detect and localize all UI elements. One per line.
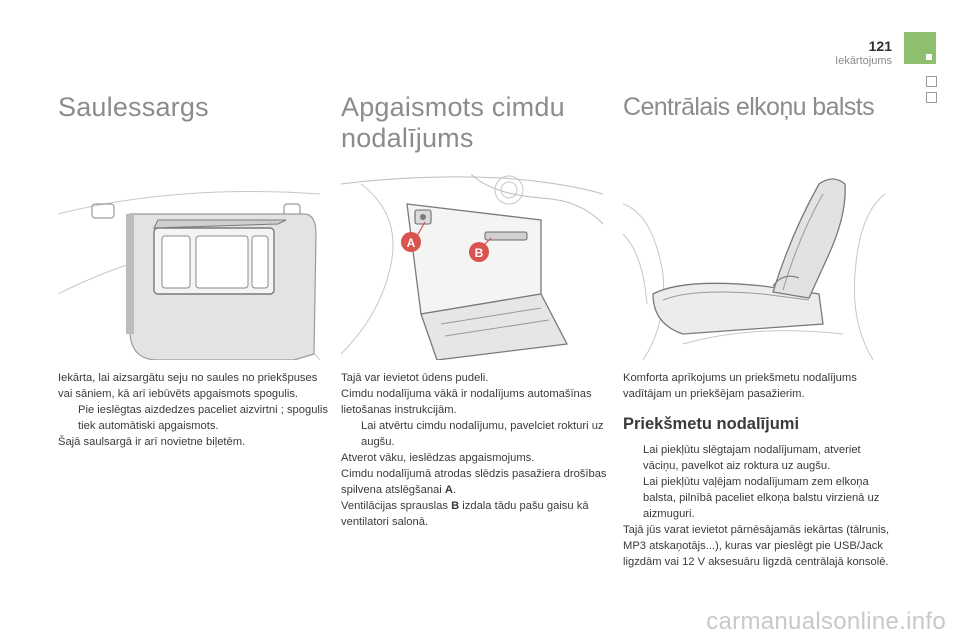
callout-a-label: A xyxy=(406,236,416,250)
chapter-tab-active[interactable] xyxy=(904,32,936,64)
glove-box-text xyxy=(341,370,611,530)
chapter-tab-inactive-2[interactable] xyxy=(926,92,937,103)
section-armrest xyxy=(623,92,890,568)
chapter-tab-inactive-1[interactable] xyxy=(926,76,937,87)
watermark: carmanualsonline.info xyxy=(706,608,946,635)
section-title-glove-box-line-2: nodalījums xyxy=(341,123,474,153)
bullet-icon xyxy=(623,474,643,522)
glove-box-p3: Atverot vāku, ieslēdzas apgaismojums. xyxy=(341,452,535,464)
bullet-icon xyxy=(58,402,78,434)
armrest-text xyxy=(623,370,893,570)
chapter-marker-icon xyxy=(926,54,932,60)
sun-visor-outro: Šajā saulsargā ir arī novietne biļetēm. xyxy=(58,436,246,448)
armrest-bullet-1: Lai piekļūtu slēgtajam nodalījumam, atveriet vāciņu, pavelkot aiz roktura uz augšu. xyxy=(643,444,861,472)
list-item xyxy=(341,418,611,450)
sun-visor-intro: Iekārta, lai aizsargātu seju no saules no priekšpuses vai sāniem, kā arī iebūvēts apgaismots spogulis. xyxy=(58,372,318,400)
armrest-intro: Komforta aprīkojums un priekšmetu nodalījums vadītājam un priekšējam pasažierim. xyxy=(623,372,857,400)
section-title-armrest: Centrālais elkoņu balsts xyxy=(623,93,875,121)
subheading-storage-compartments: Priekšmetu nodalījumi xyxy=(623,415,800,433)
glove-box-p5 xyxy=(341,498,611,530)
section-title-sun-visor: Saulessargs xyxy=(58,92,209,122)
section-title-glove-box xyxy=(341,92,607,174)
armrest-outro: Tajā jūs varat ievietot pārnēsājamās iekārtas (tālrunis, MP3 atskaņotājs...), kuras var pieslēgt pie USB/Jack ligzdām vai 12 V aksesuāru ligzdā centrālajā konsolē. xyxy=(623,524,890,568)
glove-box-p4-text: Cimdu nodalījumā atrodas slēdzis pasažiera drošības spilvena atslēgšanai xyxy=(341,468,607,496)
page-number: 121 xyxy=(868,38,892,54)
section-sun-visor xyxy=(58,92,328,448)
glove-box-bullet-1: Lai atvērtu cimdu nodalījumu, pavelciet rokturi uz augšu. xyxy=(361,420,604,448)
sun-visor-bullet-1: Pie ieslēgtas aizdedzes paceliet aizvirtni ; spogulis tiek automātiski apgaismots. xyxy=(78,404,328,432)
glove-box-p4-label: A xyxy=(444,484,453,496)
list-item xyxy=(58,402,328,434)
list-item xyxy=(623,474,893,522)
glove-box-p5-text: Ventilācijas sprauslas xyxy=(341,500,452,512)
glove-box-p4 xyxy=(341,466,611,498)
glove-box-p1: Tajā var ievietot ūdens pudeli. xyxy=(341,372,489,384)
glove-box-p4-end: . xyxy=(452,484,457,496)
page-header xyxy=(0,0,960,80)
bullet-icon xyxy=(341,418,361,450)
sun-visor-illustration xyxy=(58,174,320,360)
glove-box-illustration xyxy=(341,174,603,360)
armrest-illustration xyxy=(623,174,885,360)
callout-b-label: B xyxy=(474,246,484,260)
bullet-icon xyxy=(623,442,643,474)
section-glove-box xyxy=(341,92,607,528)
sun-visor-text xyxy=(58,370,328,450)
list-item xyxy=(623,442,893,474)
section-name: Iekārtojums xyxy=(835,55,892,67)
glove-box-p5-label: B xyxy=(451,500,460,512)
glove-box-p5-end: izdala tādu pašu gaisu kā ventilatori salonā. xyxy=(341,500,589,528)
armrest-bullet-2: Lai piekļūtu vaļējam nodalījumam zem elkoņa balsta, pilnībā paceliet elkoņa balstu virzienā uz aizmuguri. xyxy=(643,476,880,520)
glove-box-p2: Cimdu nodalījuma vākā ir nodalījums automašīnas lietošanas instrukcijām. xyxy=(341,388,592,416)
section-title-glove-box-line-1: Apgaismots cimdu xyxy=(341,92,565,122)
